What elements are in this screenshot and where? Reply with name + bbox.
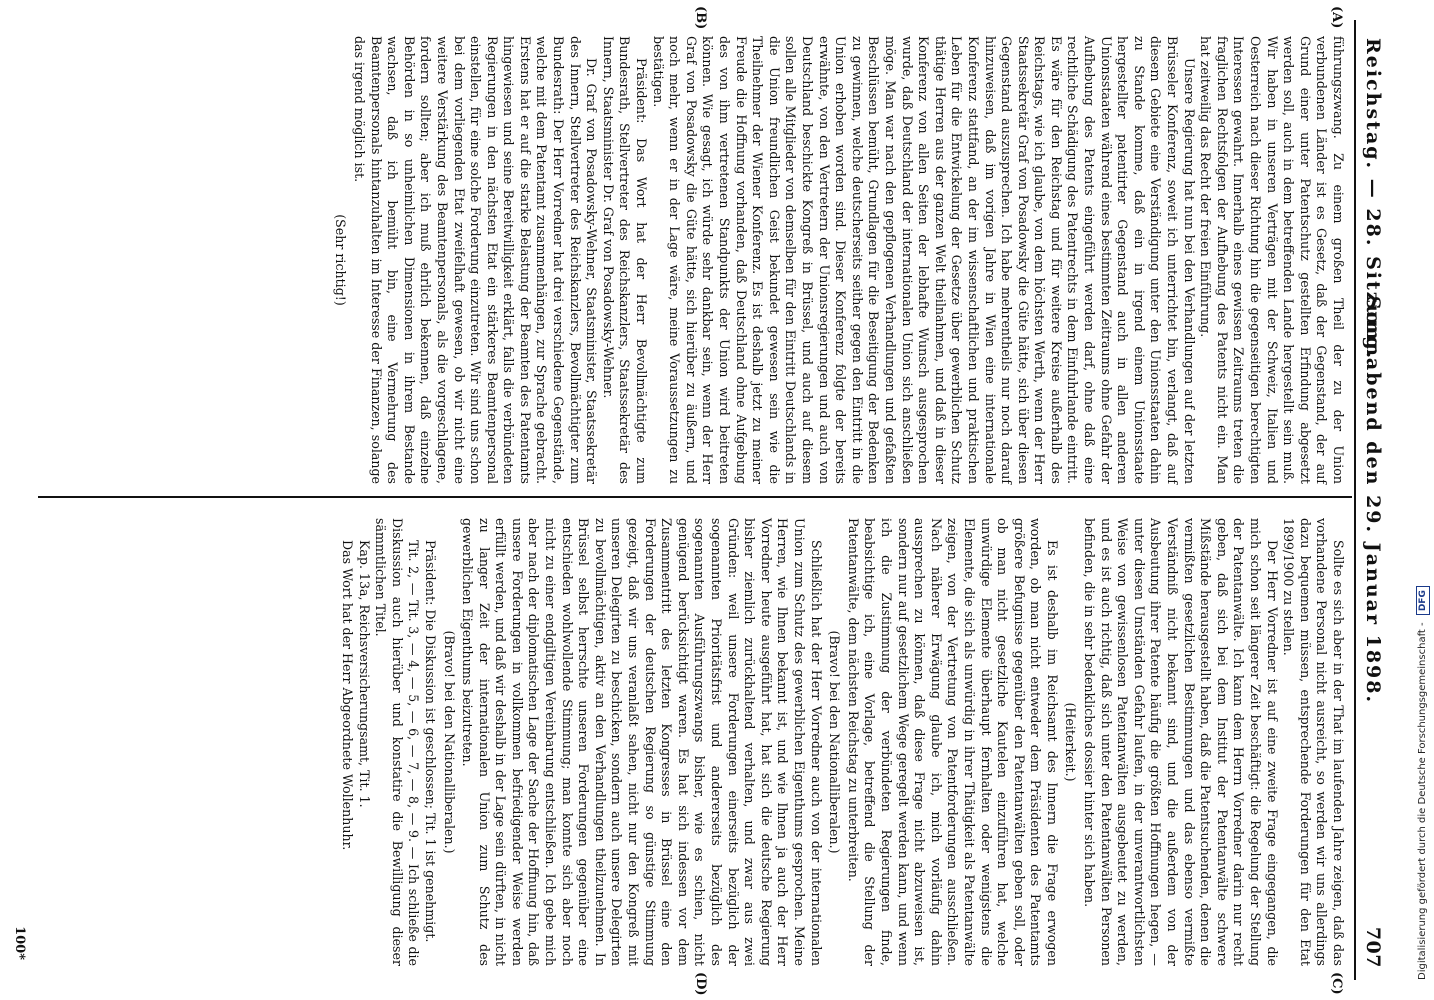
paragraph: Kap. 13a, Reichsversicherungsamt, Tit. 1.: [356, 540, 372, 808]
paragraph: führungszwang. Zu einem großen Theil der zu der Union verbundenen Länder ist es Gesetz, daß der Gegenstand, der auf Grund einer unter Patentschutz gestellten Erfindung abgesetzt werden soll, auch in dem betreffenden Lande hergestellt sein muß. Wir haben in unseren Verträgen mit der Schweiz, Italien und Oesterreich nach dieser Richtung hin die gegenseitigen berechtigten Interessen gewahrt. Innerhalb eines gewissen Zeitraums treten die fraglichen Rechtsfolgen der Aufhebung des Patents nicht ein. Man hat zeitweilig das Recht der freien Einführung.: [1198, 36, 1346, 484]
interjection: (Bravo! bei den Nationalliberalen.): [441, 630, 457, 854]
left-column: [38, 36, 1346, 484]
right-column: [38, 518, 1346, 966]
interjection: (Heiterkeit.): [1063, 702, 1079, 782]
paragraph: Präsident: Die Diskussion ist geschlossen; Tit. 1 ist genehmigt.: [422, 540, 438, 943]
digitization-text: Digitalisierung gefördert durch die Deutsche Forschungsgemeinschaft -: [1417, 622, 1428, 980]
paragraph: Tit. 2, — Tit. 3, — 4, — 5, — 6, — 7, — 8, — 9. — Ich schließe die Diskussion auch hierüber und konstatire die Bewilligung dieser sämmtlichen Titel.: [373, 518, 422, 966]
digitization-notice: [1408, 0, 1434, 980]
paragraph: Unsere Regierung hat nun bei den Verhandlungen auf der letzten Brüsseler Konferenz, soweit ich unterrichtet bin, verlangt, daß auf diesem Gebiete eine Verständigung unter den Unionsstaaten dahin zu Stande komme, daß ein in irgend einem Unionsstaate hergestellter patentirter Gegenstand auch in allen anderen Unionsstaaten während eines bestimmten Zeitraums ohne Gefahr der Aufhebung des Patents eingeführt werden darf, ohne daß eine rechtliche Schädigung des Patentrechts in dem Einfuhrlande eintritt. Es wäre für den Reichstag und für weitere Kreise außerhalb des Reichstags, wie ich glaube, von dem höchsten Werth, wenn der Herr Staatssekretär Graf von Posadowsky die Güte hätte, sich über diesen Gegenstand auszusprechen. Ich habe mehrentheils nur noch darauf hinzuweisen, daß im vorigen Jahre in Wien eine internationale Konferenz stattfand, an der im wissenschaftlichen und praktischen Leben für die Entwickelung der Gesetze über gewerblichen Schutz thätige Herren aus der ganzen Welt theilnahmen, und daß in dieser Konferenz von allen Seiten der lebhafte Wunsch ausgesprochen wurde, daß Deutschland der internationalen Union sich anschließen möge. Man war nach den gepflogenen Verhandlungen und gefaßten Beschlüssen bemüht, Grundlagen für die Beseitigung der Bedenken zu gewinnen, welche deutscherseits seither gegen den Eintritt in die Union erhoben worden sind. Dieser Konferenz folgte der bereits erwähnte, von den Vertretern der Unionsregierungen und auch von Deutschland beschickte Kongreß in Brüssel, und auch auf diesem sollen alle Mitglieder von demselben für den Eintritt Deutschlands in die Union freundlichen Geist bekundet gewesen sein wie die Theilnehmer der Wiener Konferenz. Es ist deshalb jetzt zu meiner Freude die Hoffnung vorhanden, daß Deutschland ohne Aufgebung des von ihm vertretenen Standpunkts der Union wird beitreten können. Wie gesagt, ich würde sehr dankbar sein, wenn der Herr Graf von Posadowsky die Güte hätte, sich hierüber zu äußern, und noch mehr, wenn er in der Lage wäre, meine Voraussetzungen zu bestätigen.: [650, 36, 1197, 484]
page-number: 707: [1362, 926, 1384, 968]
paragraph: Sollte es sich aber in der That im laufenden Jahre zeigen, daß das vorhandene Personal nicht ausreicht, so werden wir uns allerdings dazu bequemen müssen, entsprechende Forderungen für den Etat 1899/1900 zu stellen.: [1281, 518, 1346, 966]
margin-marker-a: (A): [1329, 6, 1344, 29]
paragraph: Präsident: Das Wort hat der Herr Bevollmächtigte zum Bundesrath, Stellvertreter des Reichskanzlers, Staatssekretär des Innern, Staatsminister Dr. Graf von Posadowsky-Wehner.: [600, 36, 650, 484]
paragraph: Schließlich hat der Herr Vorredner auch von der internationalen Union zum Schutz des gewerblichen Eigenthums gesprochen. Meine Herren, wie Ihnen bekannt ist, und wie Ihnen ja auch der Herr Vorredner heute ausgeführt hat, hat sich die deutsche Regierung bisher ziemlich zurückhaltend verhalten, und zwar aus zwei Gründen: weil unsere Forderungen einerseits bezüglich der sogenannten Prioritätsfrist und andererseits bezüglich des sogenannten Ausführungszwangs bisher, wie es schien, nicht genügend berücksichtigt waren. Es hat sich indessen vor dem Zusammentritt des letzten Kongresses in Brüssel eine den Forderungen der deutschen Regierung so günstige Stimmung gezeigt, daß wir uns veranlaßt sahen, nicht nur den Kongreß mit unseren Delegirten zu beschicken, sondern auch unsere Delegirten zu bevollmächtigen, aktiv an den Verhandlungen theilzunehmen. In Brüssel selbst herrschte unseren Forderungen gegenüber eine entschieden wohlwollende Stimmung; man konnte sich aber noch nicht zu einer endgiltigen Vereinbarung entschließen. Ich gebe mich aber nach der diplomatischen Lage der Sache der Hoffnung hin, daß unsere Forderungen in vollkommen befriedigender Weise werden erfüllt werden, und daß wir deshalb in der Lage sein dürften, in nicht zu langer Zeit der internationalen Union zum Schutz des gewerblichen Eigenthums beizutreten.: [460, 518, 824, 966]
interjection: (Sehr richtig!): [333, 214, 349, 306]
footer-signature: 100*: [12, 926, 27, 960]
paragraph: Dr. Graf von Posadowsky-Wehner, Staatsminister, Staatssekretär des Innern, Stellvertreter des Reichskanzlers, Bevollmächtigter zum Bundesrath: Der Herr Vorredner hat drei verschiedene Gegenstände, welche mit dem Patentamt zusammenhängen, zur Sprache gebracht. Erstens hat er auf die starke Belastung der Beamten des Patentamts hingewiesen und seine Bereitwilligkeit erklärt, falls die verbündeten Regierungen in den nächsten Etat ein stärkeres Beamtenpersonal einstellen, für eine solche Forderung einzutreten. Wir sind uns schon bei dem vorliegenden Etat zweifelhaft gewesen, ob wir nicht eine weitere Verstärkung des Beamtenpersonals, als die vorgeschlagene, fordern sollten; aber ich muß ehrlich bekennen, daß einzelne Behörden in so unheimlichen Dimensionen in ihrem Bestande wachsen, daß ich bemüht bin, eine Vermehrung des Beamtenpersonals hintanzuhalten im Interesse der Finanzen, solange das irgend möglich ist.: [351, 36, 600, 484]
paragraph: Es ist deshalb im Reichsamt des Innern die Frage erwogen worden, ob man nicht entweder dem Präsidenten des Patentamts größere Befugnisse gegenüber den Patentanwälten geben soll, oder ob man nicht gesetzliche Kautelen einzuführen hat, welche unwürdige Elemente überhaupt fernhalten oder wenigstens die Elemente, die sich als unwürdig in ihrer Thätigkeit als Patentanwälte zeigen, von der Vertretung von Patentforderungen ausschließen. Nach näherer Erwägung glaube ich, mich vorläufig dahin aussprechen zu können, daß diese Frage nicht abzuweisen ist, sondern nur auf gesetzlichem Wege geregelt werden kann, und wenn ich die Zustimmung der verbündeten Regierungen finde, beabsichtige ich, eine Vorlage, betreffend die Stellung der Patentanwälte, dem nächsten Reichstag zu unterbreiten.: [845, 518, 1060, 966]
column-divider: [38, 496, 1352, 498]
paragraph: Der Herr Vorredner ist auf eine zweite Frage eingegangen, die mich schon seit längerer Zeit beschäftigt: die Regelung der Stellung der Patentanwälte. Ich kann dem Herrn Vorredner darin nur recht geben, daß sich bei dem Institut der Patentanwälte schwere Mißstände herausgestellt haben, daß die Patentsuchenden, denen die vermißten gesetzlichen Bestimmungen und das ebenso vermißte Verständniß nicht bekannt sind, und die außerdem von der Ausbeutung ihrer Patente häufig die größten Hoffnungen hegen, — unter diesen Umständen Gefahr laufen, in der unverantwortlichsten Weise von gewissenlosen Patentanwälten ausgebeutet zu werden, und es ist auch richtig, daß sich unter den Patentanwälten Personen befinden, die in sehr bedenkliches dossier hinter sich haben.: [1082, 518, 1280, 966]
margin-marker-c: (C): [1329, 972, 1344, 995]
margin-marker-d: (D): [693, 972, 708, 996]
header-center: Sonnabend den 29. Januar 1898.: [1362, 295, 1384, 705]
margin-marker-b: (B): [693, 6, 708, 30]
page-header: [1354, 20, 1390, 980]
paragraph: Das Wort hat der Herr Abgeordnete Wollenhuhr.: [339, 540, 355, 851]
dfg-logo: DFG: [1416, 586, 1430, 615]
interjection: (Bravo! bei den Nationalliberalen.): [827, 630, 843, 854]
header-left: Reichstag. — 28. Sitzung.: [1362, 38, 1384, 361]
digitization-strip: [1402, 0, 1432, 1000]
